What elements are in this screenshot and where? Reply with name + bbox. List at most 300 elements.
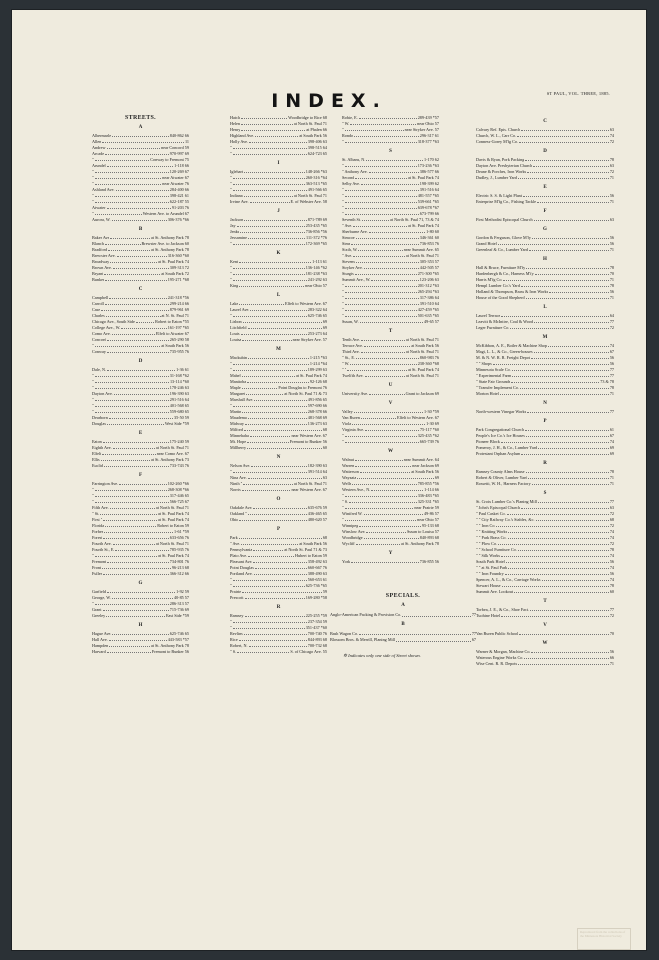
entry-name: Fuller — [92, 571, 103, 576]
leader-dots — [113, 445, 155, 449]
entry-reference: 63 — [322, 475, 327, 480]
entry-name: " — [230, 151, 232, 156]
leader-dots — [501, 313, 608, 317]
leader-dots — [548, 343, 609, 347]
index-entry — [230, 199, 327, 205]
entry-reference: 398-406 63 — [307, 139, 327, 144]
entry-reference: 317-386 64 — [419, 295, 439, 300]
entry-reference: 70 — [609, 271, 614, 276]
leader-dots — [526, 433, 609, 437]
leader-dots — [254, 571, 307, 575]
entry-reference: 72 — [609, 541, 614, 546]
entry-name: Mackubin — [230, 355, 247, 360]
entry-name: Morton Hotel — [476, 391, 499, 396]
entry-reference: 316-360 *60 — [167, 253, 189, 258]
entry-reference: 305-353 57 — [419, 259, 439, 264]
index-entry — [230, 595, 327, 601]
entry-name: Woodbridge — [342, 535, 363, 540]
entry-name: " — [230, 625, 232, 630]
index-entry — [342, 559, 439, 565]
leader-dots — [360, 319, 423, 323]
leader-dots — [114, 391, 169, 395]
entry-name: Maple — [230, 385, 241, 390]
entry-name: University Ave. — [342, 391, 369, 396]
entry-reference: 72 — [609, 523, 614, 528]
entry-name: Pennsylvania — [230, 547, 253, 552]
leader-dots — [102, 565, 171, 569]
leader-dots — [255, 565, 307, 569]
entry-name: Point Douglas — [230, 565, 254, 570]
entry-name: Dayton Ave. Presbyterian Church — [476, 163, 533, 168]
leader-dots — [112, 133, 169, 137]
entry-name: " — [342, 517, 344, 522]
entry-reference: 241-318 *56 — [167, 295, 189, 300]
leader-dots — [356, 235, 419, 239]
leader-dots — [104, 529, 173, 533]
entry-name: " — [230, 277, 232, 282]
leader-dots — [95, 601, 169, 605]
entry-name: " " Iron Co. — [476, 523, 496, 528]
entry-name: " — [92, 553, 94, 558]
entry-name: Susan, W. — [342, 319, 359, 324]
entry-reference: 71 — [609, 295, 614, 300]
leader-dots — [95, 157, 150, 161]
entry-name: Anglo-American Packing & Provision Co. — [330, 611, 402, 617]
entry-name: Jay — [230, 223, 236, 228]
entry-name: " — [342, 187, 344, 192]
entry-name: " — [230, 271, 232, 276]
entry-reference: 198-399 62 — [419, 181, 439, 186]
entry-name: " S. — [230, 649, 237, 654]
entry-reference: 78 — [609, 283, 614, 288]
entry-reference: 201-312 *63 — [417, 283, 439, 288]
entry-reference: 427-459 *65 — [417, 307, 439, 312]
entry-name: Highland Ave. — [230, 133, 255, 138]
leader-dots — [115, 547, 168, 551]
entry-reference: 317-446 65 — [169, 493, 189, 498]
entry-reference: 169-280 *58 — [305, 595, 327, 600]
leader-dots — [248, 235, 305, 239]
entry-name: Selby Ave. — [342, 181, 361, 186]
index-entry — [342, 139, 439, 145]
entry-name: North-western Vinegar Works — [476, 409, 527, 414]
leader-dots — [109, 295, 166, 299]
entry-reference: at St. Paul Park 74 — [407, 223, 439, 228]
entry-reference: 597-690 66 — [307, 403, 327, 408]
leader-dots — [233, 361, 309, 365]
entry-reference: 91-203 76 — [171, 205, 189, 210]
entry-reference: near Prairie 59 — [414, 505, 439, 510]
entry-reference: 860-983 76 — [419, 355, 439, 360]
entry-reference: 336-483 *65 — [417, 493, 439, 498]
entry-name: Arcade — [92, 151, 105, 156]
leader-dots — [95, 373, 169, 377]
leader-dots — [501, 439, 609, 443]
entry-reference: 77 — [609, 319, 614, 324]
entry-reference: at South Park 56 — [411, 343, 439, 348]
entry-name: Spencer, A. L., & Co., Carriage Works — [476, 577, 541, 582]
entry-name: Bradford — [92, 247, 108, 252]
section-letter: B — [138, 227, 143, 232]
entry-reference: 366-312 66 — [169, 571, 189, 576]
index-entry — [330, 612, 476, 618]
entry-name: Greeley — [92, 613, 106, 618]
leader-dots — [359, 631, 471, 636]
leader-dots — [521, 283, 609, 287]
section-letter: L — [543, 305, 547, 310]
entry-reference: 225-255 *59 — [305, 613, 327, 618]
entry-name: Winnipeg — [342, 523, 359, 528]
leader-dots — [521, 127, 609, 131]
entry-name: Minnehaha — [230, 433, 249, 438]
leader-dots — [507, 511, 609, 515]
leader-dots — [107, 421, 164, 425]
section-letter: H — [138, 623, 143, 628]
leader-dots — [241, 121, 293, 125]
leader-dots — [345, 127, 404, 131]
entry-name: Millberry — [230, 445, 247, 450]
entry-reference: 1-214 *64 — [309, 361, 327, 366]
entry-name: Davis & Ryan, Pork Packing — [476, 157, 525, 162]
leader-dots — [109, 415, 173, 419]
leader-dots — [104, 463, 169, 467]
entry-reference: at St. Paul Park 74 — [157, 553, 189, 558]
entry-reference: 63 — [609, 505, 614, 510]
leader-dots — [498, 541, 609, 545]
index-entry — [230, 241, 327, 247]
leader-dots — [355, 463, 411, 467]
index-entry — [476, 199, 614, 205]
entry-reference: Grant to Jackson 69 — [405, 391, 439, 396]
entry-reference: 71 — [609, 475, 614, 480]
entry-name: " — [230, 577, 232, 582]
entry-name: Brewster Ave. — [92, 253, 116, 258]
leader-dots — [113, 541, 155, 545]
leader-dots — [349, 499, 417, 503]
entry-reference: 71 — [609, 199, 614, 204]
entry-reference: 72 — [609, 613, 614, 618]
leader-dots — [510, 325, 608, 329]
leader-dots — [353, 253, 405, 257]
entry-name: Stryker Ave. — [342, 265, 363, 270]
leader-dots — [345, 211, 419, 215]
leader-dots — [241, 127, 305, 131]
entry-reference: at N. St. Paul 71 — [161, 313, 189, 318]
entry-reference: at North St. Paul 71 — [293, 481, 327, 486]
entry-reference: 639-678 *67 — [417, 205, 439, 210]
entry-reference: 74 — [609, 535, 614, 540]
index-entry — [92, 349, 189, 355]
leader-dots — [253, 505, 306, 509]
entry-name: " " Park Brass Co. — [476, 535, 507, 540]
section-letter: E — [543, 185, 547, 190]
entry-reference: 71 — [609, 661, 614, 666]
entry-reference: 71 — [609, 247, 614, 252]
leader-dots — [529, 247, 609, 251]
entry-reference: 69 — [322, 319, 327, 324]
section-letter: D — [138, 359, 143, 364]
entry-name: Eighth Ave. — [92, 445, 112, 450]
leader-dots — [503, 277, 608, 281]
entry-name: Albermarle — [92, 133, 112, 138]
entry-name: Robie, E. — [342, 115, 358, 120]
entry-reference: 148-266 *63 — [305, 169, 327, 174]
leader-dots — [502, 583, 609, 587]
entry-reference: 78 — [609, 157, 614, 162]
section-letter: W — [542, 641, 548, 646]
section-letter: L — [276, 293, 281, 298]
leader-dots — [350, 361, 416, 365]
entry-reference: 195-271 *68 — [167, 277, 189, 282]
entry-name: " — [92, 199, 94, 204]
entry-reference: 74 — [609, 565, 614, 570]
entry-name: Eaton — [92, 439, 102, 444]
section-letter: A — [138, 125, 143, 130]
entry-reference: Fremont to Bunker 56 — [289, 439, 327, 444]
entry-name: Bryant — [92, 271, 104, 276]
entry-reference: 481-568 69 — [307, 415, 327, 420]
entry-reference: S. of Chicago Ave. 55 — [290, 649, 327, 654]
entry-name: Lisbon — [230, 319, 242, 324]
entry-name: M. & N. W. R. R. Freight Depot — [476, 355, 530, 360]
leader-dots — [242, 337, 291, 341]
leader-dots — [243, 319, 322, 323]
index-entry — [230, 337, 327, 343]
leader-dots — [239, 301, 284, 305]
entry-name: Ramsey — [230, 613, 244, 618]
index-entry — [476, 409, 614, 415]
entry-reference: 253-435 *65 — [305, 223, 327, 228]
leader-dots — [107, 589, 175, 593]
entry-reference: 1-80 60 — [426, 229, 439, 234]
leader-dots — [538, 445, 609, 449]
section-letter: J — [277, 209, 280, 214]
entry-reference: 363-513 *65 — [305, 181, 327, 186]
entry-reference: 398-421 61 — [169, 193, 189, 198]
volume-reference: ST PAUL, VOL. THREE, 1885. — [546, 91, 610, 96]
entry-name: " — [92, 157, 94, 162]
entry-name: Laurel Ave. — [230, 307, 250, 312]
leader-dots — [100, 511, 157, 515]
section-letter: O — [276, 497, 281, 502]
leader-dots — [525, 157, 608, 161]
entry-reference: 635-676 59 — [307, 505, 327, 510]
entry-name: " — [92, 169, 94, 174]
entry-reference: at North St. Paul 71 — [155, 445, 189, 450]
entry-name: " — [230, 187, 232, 192]
entry-reference: 442-505 57 — [419, 265, 439, 270]
leader-dots — [112, 331, 155, 335]
entry-reference: at St. Anthony Park 78 — [400, 541, 439, 546]
entry-name: " — [342, 205, 344, 210]
leader-dots — [355, 271, 417, 275]
leader-dots — [356, 541, 400, 545]
entry-name: McKibbon, A. E., Boiler & Machine Shop — [476, 343, 547, 348]
leader-dots — [345, 199, 417, 203]
leader-dots — [255, 133, 298, 137]
entry-name: Conway — [92, 349, 106, 354]
entry-reference: 785-855 *56 — [417, 481, 439, 486]
entry-reference: 111-372 *76 — [306, 235, 327, 240]
entry-reference: 95-133 68 — [421, 523, 439, 528]
entry-name: York — [342, 559, 351, 564]
entry-reference: near Stryker Ave. 57 — [292, 337, 327, 342]
leader-dots — [95, 181, 162, 185]
leader-dots — [243, 481, 293, 485]
entry-reference: 265-294 *63 — [417, 289, 439, 294]
entry-reference: 74 — [609, 343, 614, 348]
entry-reference: 735-955 76 — [169, 349, 189, 354]
entry-name: Nina Ave. — [230, 475, 247, 480]
section-letter: P — [276, 527, 281, 532]
entry-name: Hall Ave. — [92, 637, 108, 642]
leader-dots — [517, 133, 609, 137]
entry-reference: 1-36 61 — [176, 367, 189, 372]
leader-dots — [345, 307, 417, 311]
entry-name: Deane & Porches, Iron Works — [476, 169, 527, 174]
entry-reference: at South Park 56 — [299, 541, 327, 546]
leader-dots — [113, 265, 169, 269]
leader-dots — [239, 283, 304, 287]
entry-reference: 181-238 *63 — [305, 271, 327, 276]
entry-reference: 77 — [471, 611, 476, 617]
entry-name: " Ave. — [342, 223, 353, 228]
entry-reference: 970-997 69 — [169, 151, 189, 156]
entry-reference: 665-739 76 — [419, 439, 439, 444]
section-letter: R — [276, 605, 281, 610]
leader-dots — [241, 541, 298, 545]
entry-name: Dearborn — [92, 415, 108, 420]
leader-dots — [525, 427, 609, 431]
index-entry — [476, 613, 614, 619]
entry-name: College Ave., W. — [92, 325, 121, 330]
section-letter: Y — [388, 551, 393, 556]
section-letter: M — [276, 347, 281, 352]
leader-dots — [233, 403, 307, 407]
leader-dots — [95, 175, 162, 179]
entry-name: " — [342, 505, 344, 510]
section-letter: T — [543, 599, 547, 604]
leader-dots — [101, 307, 169, 311]
leader-dots — [519, 139, 609, 143]
leader-dots — [359, 523, 421, 527]
entry-reference: 189-299 63 — [307, 367, 327, 372]
entry-reference: 1-61 *59 — [173, 529, 189, 534]
leader-dots — [95, 499, 169, 503]
entry-reference: 77 — [471, 630, 476, 636]
index-column-streets-3 — [342, 115, 439, 565]
specials-body — [330, 603, 476, 643]
entry-name: Andrew — [92, 145, 106, 150]
entry-name: House of the Good Shepherd — [476, 295, 525, 300]
entry-name: Warren — [342, 463, 355, 468]
leader-dots — [107, 559, 169, 563]
section-letter: A — [401, 603, 405, 609]
leader-dots — [506, 559, 609, 563]
leader-dots — [239, 517, 306, 521]
leader-dots — [253, 559, 306, 563]
entry-reference: 56 — [609, 559, 614, 564]
index-entry — [476, 217, 614, 223]
leader-dots — [250, 307, 306, 311]
section-letter: T — [388, 329, 393, 334]
leader-dots — [498, 241, 609, 245]
entry-reference: 283-322 64 — [307, 307, 327, 312]
entry-name: Midway — [230, 421, 244, 426]
entry-name: Robert, N. — [230, 643, 248, 648]
index-sheet — [12, 10, 646, 950]
entry-name: Prairie — [230, 589, 242, 594]
entry-reference: 67 — [609, 433, 614, 438]
entry-reference: 539-661 *65 — [417, 199, 439, 204]
entry-reference: at South Park 72 — [161, 271, 189, 276]
entry-name: South Park Hotel — [476, 559, 505, 564]
leader-dots — [365, 427, 419, 431]
leader-dots — [247, 379, 309, 383]
leader-dots — [240, 229, 304, 233]
entry-reference: Hubert to Eaton 59 — [295, 553, 327, 558]
entry-reference: 60 — [609, 589, 614, 594]
entry-name: Helen — [230, 121, 240, 126]
entry-reference: at North St. Paul 71 — [155, 541, 189, 546]
entry-reference: at North St. Paul 71 — [155, 505, 189, 510]
entry-name: Holland & Thompson, Brass & Iron Works — [476, 289, 549, 294]
entry-reference: 715-736 69 — [169, 607, 189, 612]
entry-name: Concord — [92, 337, 107, 342]
leader-dots — [519, 631, 609, 635]
entry-reference: 77 — [609, 367, 614, 372]
entry-reference: 318-377 *63 — [417, 139, 439, 144]
leader-dots — [369, 169, 419, 173]
entry-reference: near Ohio 57 — [305, 283, 327, 288]
entry-name: Bash Wagon Co. — [330, 630, 359, 636]
entry-name: Campbell — [92, 295, 109, 300]
leader-dots — [103, 517, 157, 521]
entry-name: " — [230, 181, 232, 186]
leader-dots — [362, 217, 389, 221]
leader-dots — [247, 445, 322, 449]
leader-dots — [233, 277, 307, 281]
entry-reference: 68 — [609, 517, 614, 522]
entry-name: Front — [92, 565, 102, 570]
leader-dots — [242, 487, 291, 491]
entry-reference: 59 — [322, 589, 327, 594]
entry-name: Ninth " — [230, 481, 243, 486]
leader-dots — [530, 607, 609, 611]
leader-dots — [233, 367, 307, 371]
leader-dots — [345, 439, 419, 443]
leader-dots — [366, 157, 423, 161]
leader-dots — [242, 589, 322, 593]
entry-name: " Ave. — [342, 253, 353, 258]
entry-reference: at Phalen 66 — [306, 127, 327, 132]
entry-name: Viola — [342, 421, 352, 426]
index-entry — [230, 445, 327, 451]
index-entry — [342, 439, 439, 445]
entry-name: " S. — [342, 499, 349, 504]
leader-dots — [345, 295, 419, 299]
leader-dots — [95, 403, 169, 407]
entry-reference: near Western Ave. 67 — [291, 487, 327, 492]
leader-dots — [105, 151, 169, 155]
entry-reference: 391-510 64 — [419, 301, 439, 306]
leader-dots — [233, 577, 307, 581]
entry-name: " " Silk Works — [476, 553, 501, 558]
entry-name: " — [342, 211, 344, 216]
leader-dots — [107, 649, 151, 653]
entry-reference: 1-30 *59 — [423, 409, 439, 414]
entry-reference: Conway to Fremont 75 — [150, 157, 189, 162]
